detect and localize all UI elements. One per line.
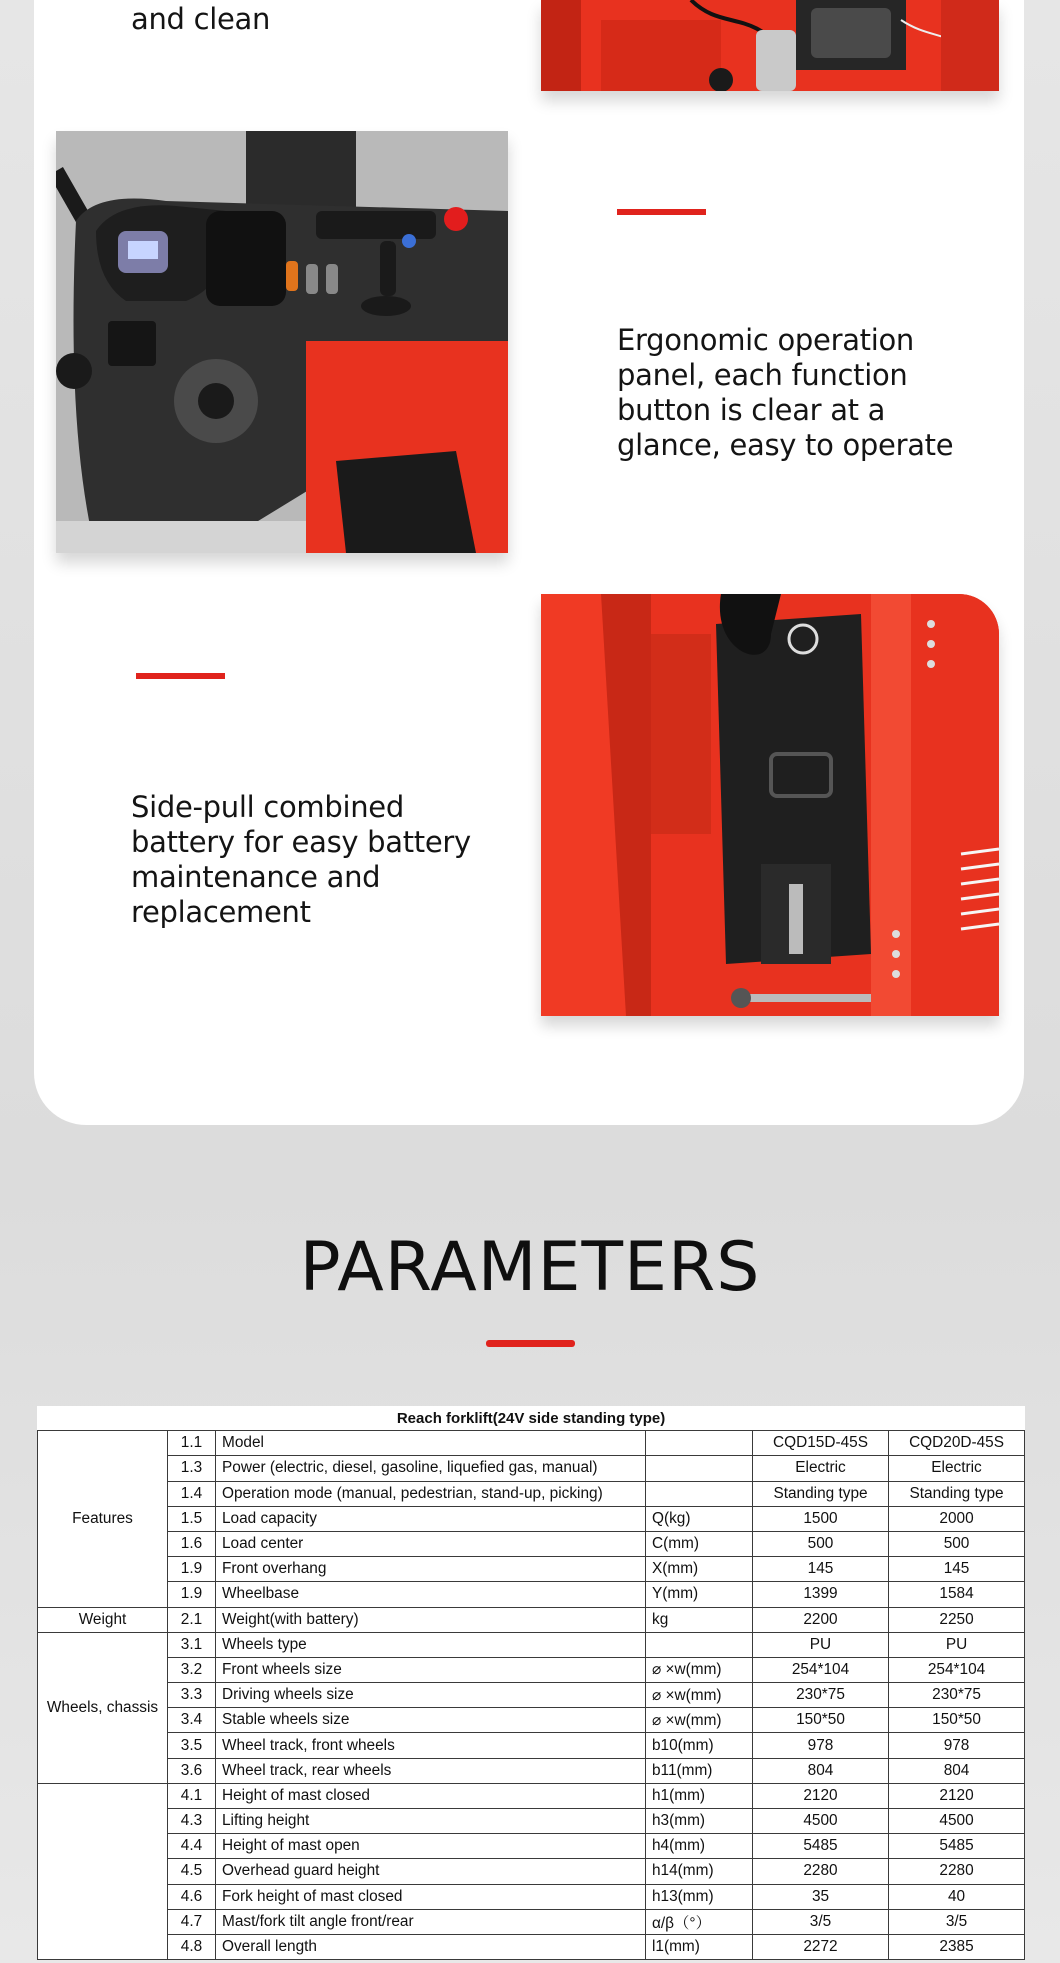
row-unit: ⌀ ×w(mm) [646,1683,753,1708]
feature-2-text: Ergonomic operation panel, each function button is clear at a glance, easy to operate [617,323,954,462]
row-value-model-1: 2280 [753,1859,889,1884]
row-description: Front overhang [216,1557,646,1582]
row-number: 3.4 [168,1708,216,1733]
row-value-model-2: 804 [889,1758,1025,1783]
row-value-model-1: Standing type [753,1481,889,1506]
row-value-model-1: 1399 [753,1582,889,1607]
row-unit [646,1431,753,1456]
table-row [38,1859,1025,1884]
table-row [38,1884,1025,1909]
table-row [38,1809,1025,1834]
row-number: 3.5 [168,1733,216,1758]
row-value-model-1: 35 [753,1884,889,1909]
row-value-model-1: 4500 [753,1809,889,1834]
row-value-model-1: PU [753,1632,889,1657]
row-value-model-1: 804 [753,1758,889,1783]
row-description: Wheelbase [216,1582,646,1607]
table-title-row [38,1406,1025,1431]
row-number: 1.3 [168,1456,216,1481]
feature-3-accent-bar [136,673,225,679]
table-row [38,1934,1025,1959]
row-unit: b11(mm) [646,1758,753,1783]
row-number: 1.9 [168,1557,216,1582]
row-number: 3.6 [168,1758,216,1783]
row-value-model-1: Electric [753,1456,889,1481]
row-value-model-2: 2000 [889,1506,1025,1531]
row-number: 4.3 [168,1809,216,1834]
row-description: Load capacity [216,1506,646,1531]
row-value-model-2: 2250 [889,1607,1025,1632]
table-row [38,1582,1025,1607]
row-value-model-1: 150*50 [753,1708,889,1733]
table-row [38,1783,1025,1808]
row-value-model-2: 500 [889,1531,1025,1556]
row-description: Fork height of mast closed [216,1884,646,1909]
row-unit: b10(mm) [646,1733,753,1758]
row-value-model-2: 254*104 [889,1657,1025,1682]
row-unit [646,1632,753,1657]
operation-panel-photo [56,131,508,553]
row-unit: X(mm) [646,1557,753,1582]
row-value-model-2: 150*50 [889,1708,1025,1733]
parameters-table [37,1406,1025,1960]
row-value-model-2: Standing type [889,1481,1025,1506]
row-value-model-1: 2120 [753,1783,889,1808]
row-description: Wheel track, rear wheels [216,1758,646,1783]
row-unit: h13(mm) [646,1884,753,1909]
row-description: Mast/fork tilt angle front/rear [216,1909,646,1934]
row-value-model-2: CQD20D-45S [889,1431,1025,1456]
battery-compartment-photo [541,594,999,1016]
row-value-model-1: 3/5 [753,1909,889,1934]
table-row [38,1758,1025,1783]
table-row [38,1733,1025,1758]
row-number: 1.5 [168,1506,216,1531]
row-unit [646,1456,753,1481]
row-unit: ⌀ ×w(mm) [646,1708,753,1733]
row-number: 4.4 [168,1834,216,1859]
row-number: 1.6 [168,1531,216,1556]
row-value-model-1: 5485 [753,1834,889,1859]
row-unit: l1(mm) [646,1934,753,1959]
row-description: Height of mast open [216,1834,646,1859]
row-unit: α/β（°） [646,1909,753,1934]
feature-3-text: Side-pull combined battery for easy battery maintenance and replacement [131,790,471,929]
row-value-model-2: 230*75 [889,1683,1025,1708]
row-value-model-2: 2385 [889,1934,1025,1959]
row-description: Stable wheels size [216,1708,646,1733]
parameters-accent-bar [486,1340,575,1347]
row-description: Lifting height [216,1809,646,1834]
table-row [38,1657,1025,1682]
row-number: 4.7 [168,1909,216,1934]
row-description: Operation mode (manual, pedestrian, stand-up, picking) [216,1481,646,1506]
row-value-model-1: 2200 [753,1607,889,1632]
row-description: Wheel track, front wheels [216,1733,646,1758]
group-label: Wheels, chassis [38,1632,168,1783]
row-number: 4.6 [168,1884,216,1909]
row-description: Model [216,1431,646,1456]
row-description: Driving wheels size [216,1683,646,1708]
row-unit: Y(mm) [646,1582,753,1607]
row-number: 3.2 [168,1657,216,1682]
table-title: Reach forklift(24V side standing type) [38,1406,1025,1431]
row-value-model-1: 254*104 [753,1657,889,1682]
row-value-model-2: 1584 [889,1582,1025,1607]
row-unit: h14(mm) [646,1859,753,1884]
row-value-model-1: 145 [753,1557,889,1582]
group-label: Features [38,1431,168,1607]
row-value-model-1: 230*75 [753,1683,889,1708]
row-value-model-2: 4500 [889,1809,1025,1834]
row-value-model-2: 3/5 [889,1909,1025,1934]
feature-1-text: and clean [131,2,271,36]
row-value-model-2: PU [889,1632,1025,1657]
table-row [38,1834,1025,1859]
row-number: 2.1 [168,1607,216,1632]
row-value-model-2: 2280 [889,1859,1025,1884]
row-unit: Q(kg) [646,1506,753,1531]
feature-2-accent-bar [617,209,706,215]
motor-compartment-photo [541,0,999,91]
row-number: 3.3 [168,1683,216,1708]
row-value-model-1: CQD15D-45S [753,1431,889,1456]
table-row [38,1481,1025,1506]
table-row [38,1557,1025,1582]
group-label [38,1783,168,1959]
row-description: Wheels type [216,1632,646,1657]
row-value-model-2: Electric [889,1456,1025,1481]
table-row [38,1431,1025,1456]
row-number: 1.9 [168,1582,216,1607]
row-value-model-2: 5485 [889,1834,1025,1859]
table-row [38,1708,1025,1733]
row-number: 4.8 [168,1934,216,1959]
row-value-model-2: 145 [889,1557,1025,1582]
row-unit: C(mm) [646,1531,753,1556]
table-row [38,1683,1025,1708]
row-unit: h3(mm) [646,1809,753,1834]
row-unit [646,1481,753,1506]
row-value-model-1: 2272 [753,1934,889,1959]
row-description: Front wheels size [216,1657,646,1682]
row-unit: kg [646,1607,753,1632]
group-label: Weight [38,1607,168,1632]
row-description: Overall length [216,1934,646,1959]
row-description: Weight(with battery) [216,1607,646,1632]
row-value-model-1: 978 [753,1733,889,1758]
row-unit: h1(mm) [646,1783,753,1808]
table-row [38,1607,1025,1632]
row-number: 3.1 [168,1632,216,1657]
row-number: 4.5 [168,1859,216,1884]
row-description: Power (electric, diesel, gasoline, liquefied gas, manual) [216,1456,646,1481]
table-row [38,1909,1025,1934]
row-number: 1.4 [168,1481,216,1506]
row-description: Load center [216,1531,646,1556]
row-value-model-2: 978 [889,1733,1025,1758]
row-value-model-2: 2120 [889,1783,1025,1808]
row-value-model-1: 1500 [753,1506,889,1531]
row-description: Overhead guard height [216,1859,646,1884]
row-number: 1.1 [168,1431,216,1456]
table-row [38,1531,1025,1556]
row-number: 4.1 [168,1783,216,1808]
row-value-model-1: 500 [753,1531,889,1556]
row-unit: h4(mm) [646,1834,753,1859]
table-row [38,1632,1025,1657]
parameters-heading: PARAMETERS [299,1228,761,1307]
table-row [38,1456,1025,1481]
row-unit: ⌀ ×w(mm) [646,1657,753,1682]
row-description: Height of mast closed [216,1783,646,1808]
table-row [38,1506,1025,1531]
row-value-model-2: 40 [889,1884,1025,1909]
